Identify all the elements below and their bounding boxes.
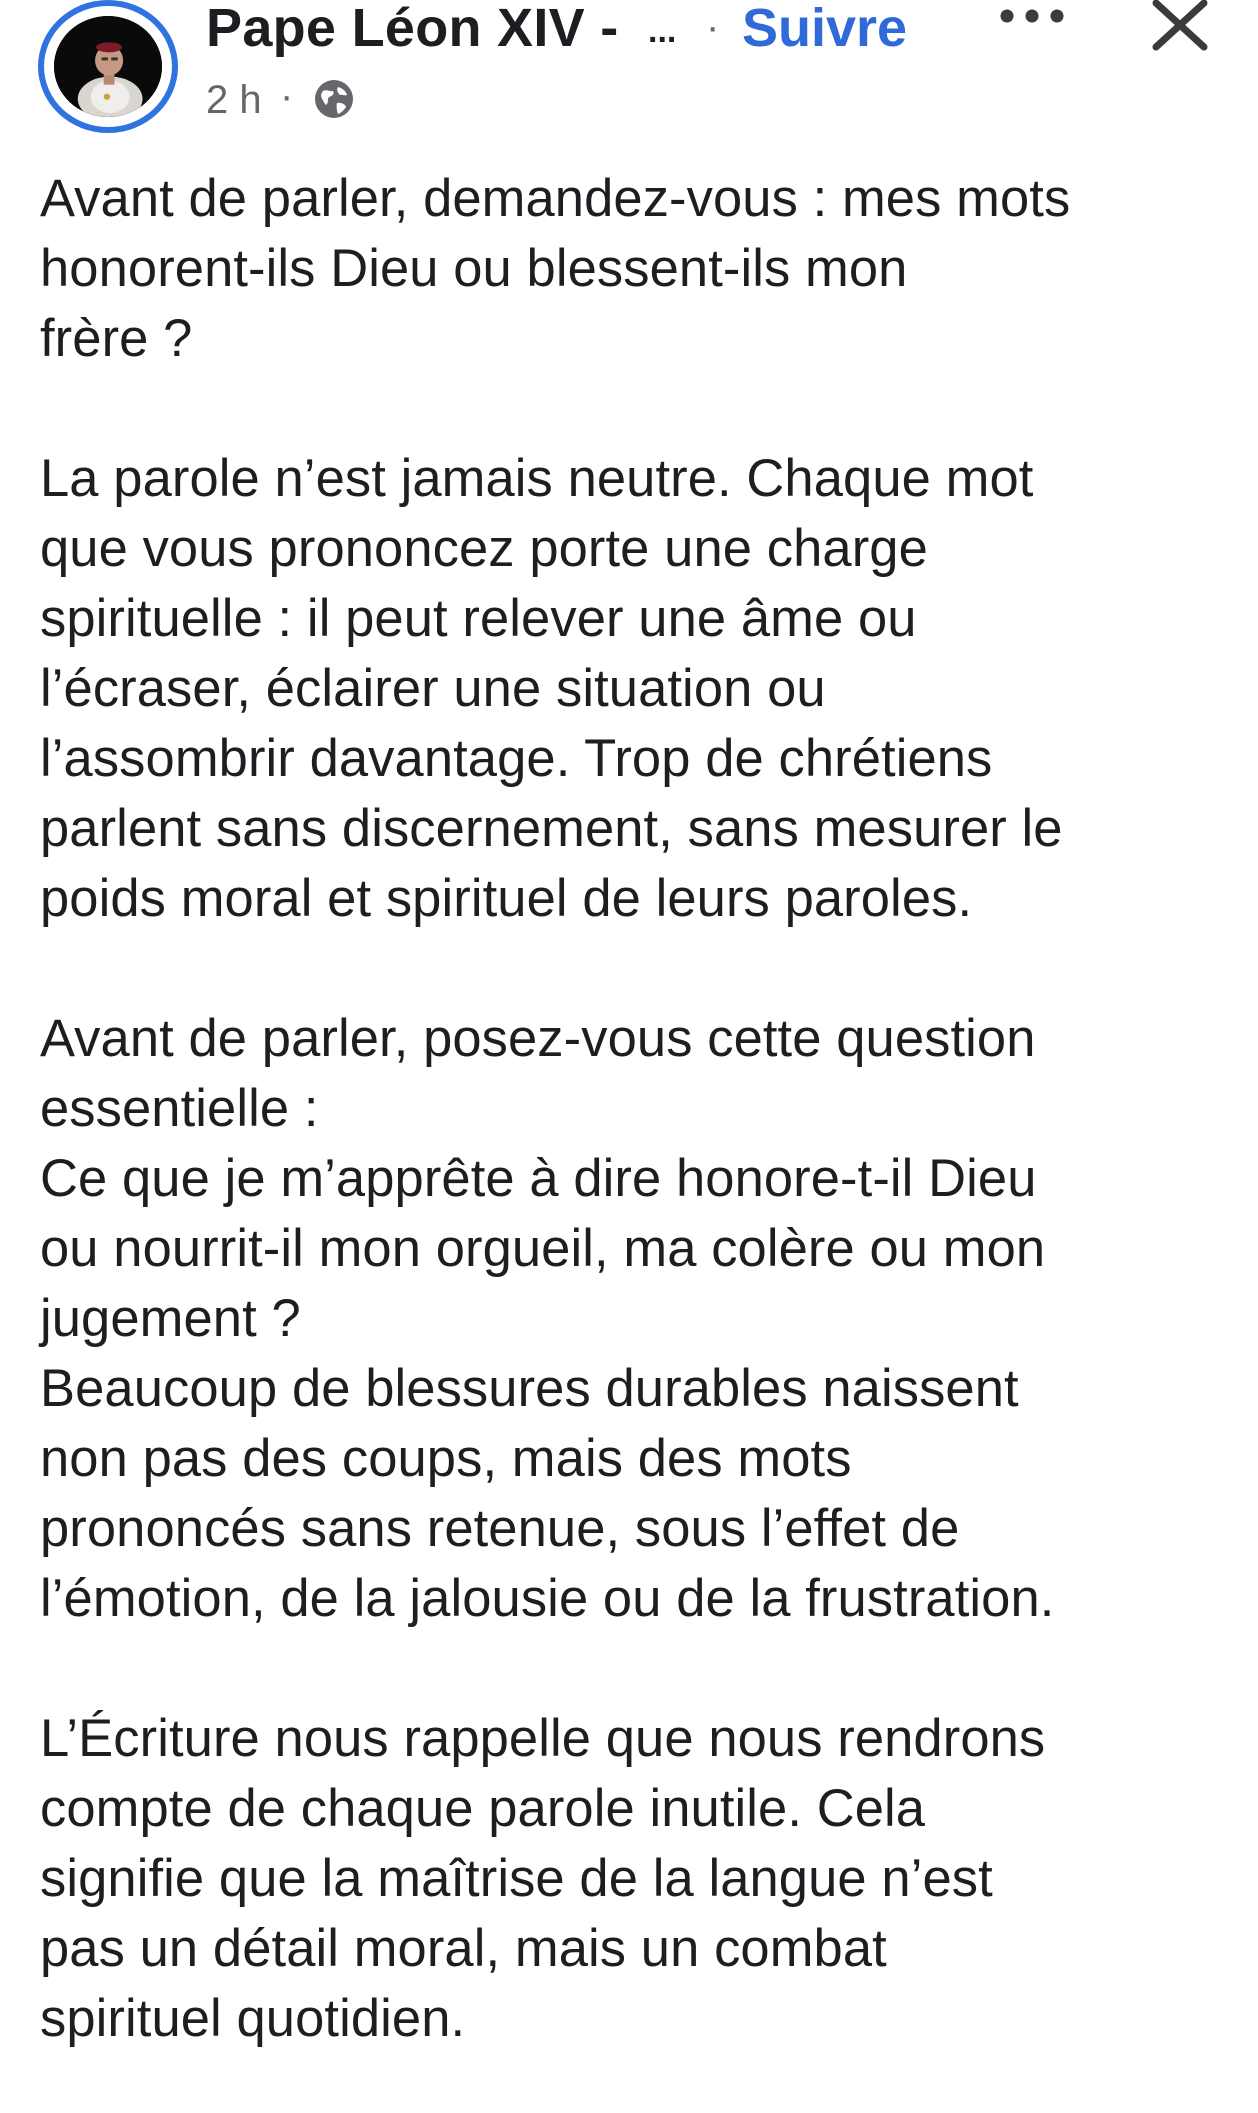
- header-separator: ·: [706, 5, 720, 49]
- post-text: Avant de parler, demandez-vous : mes mots honorent-ils Dieu ou blessent-ils mon frère ? La parole n’est jamais neutre. Chaque mot que vous prononcez porte une charge spirituelle : il peut relever une âme ou l’écraser, éclairer une situation ou l’assombrir davantage. Trop de chrétiens parlent sans discernement, sans mesurer le poids moral et spirituel de leurs paroles. Avant de parler, posez-vous cette question essentielle : Ce que je m’apprête à dire honore-t-il Dieu ou nourrit-il mon orgueil, ma colère ou mon jugement ? Beaucoup de blessures durables naissent non pas des coups, mais des mots prononcés sans retenue, sous l’effet de l’émotion, de la jalousie ou de la frustration. L’Écriture nous rappelle que nous rendrons compte de chaque parole inutile. Cela signifie que la maîtrise de la langue n’est pas un détail moral, mais un combat spirituel quotidien.: [40, 169, 1071, 2048]
- globe-icon: [314, 79, 354, 119]
- close-button[interactable]: [1148, 0, 1212, 54]
- meta-separator: ·: [280, 74, 294, 118]
- more-options-button[interactable]: [996, 0, 1068, 50]
- post-timestamp[interactable]: 2 h: [206, 78, 262, 122]
- post-header: [0, 0, 1258, 130]
- name-truncation: ...: [648, 12, 677, 50]
- close-icon: [1148, 0, 1212, 54]
- avatar-photo: [54, 16, 162, 117]
- avatar[interactable]: [38, 0, 178, 133]
- more-dots-icon: [996, 0, 1068, 50]
- page-name[interactable]: Pape Léon XIV -: [206, 0, 619, 58]
- follow-button[interactable]: Suivre: [742, 0, 908, 58]
